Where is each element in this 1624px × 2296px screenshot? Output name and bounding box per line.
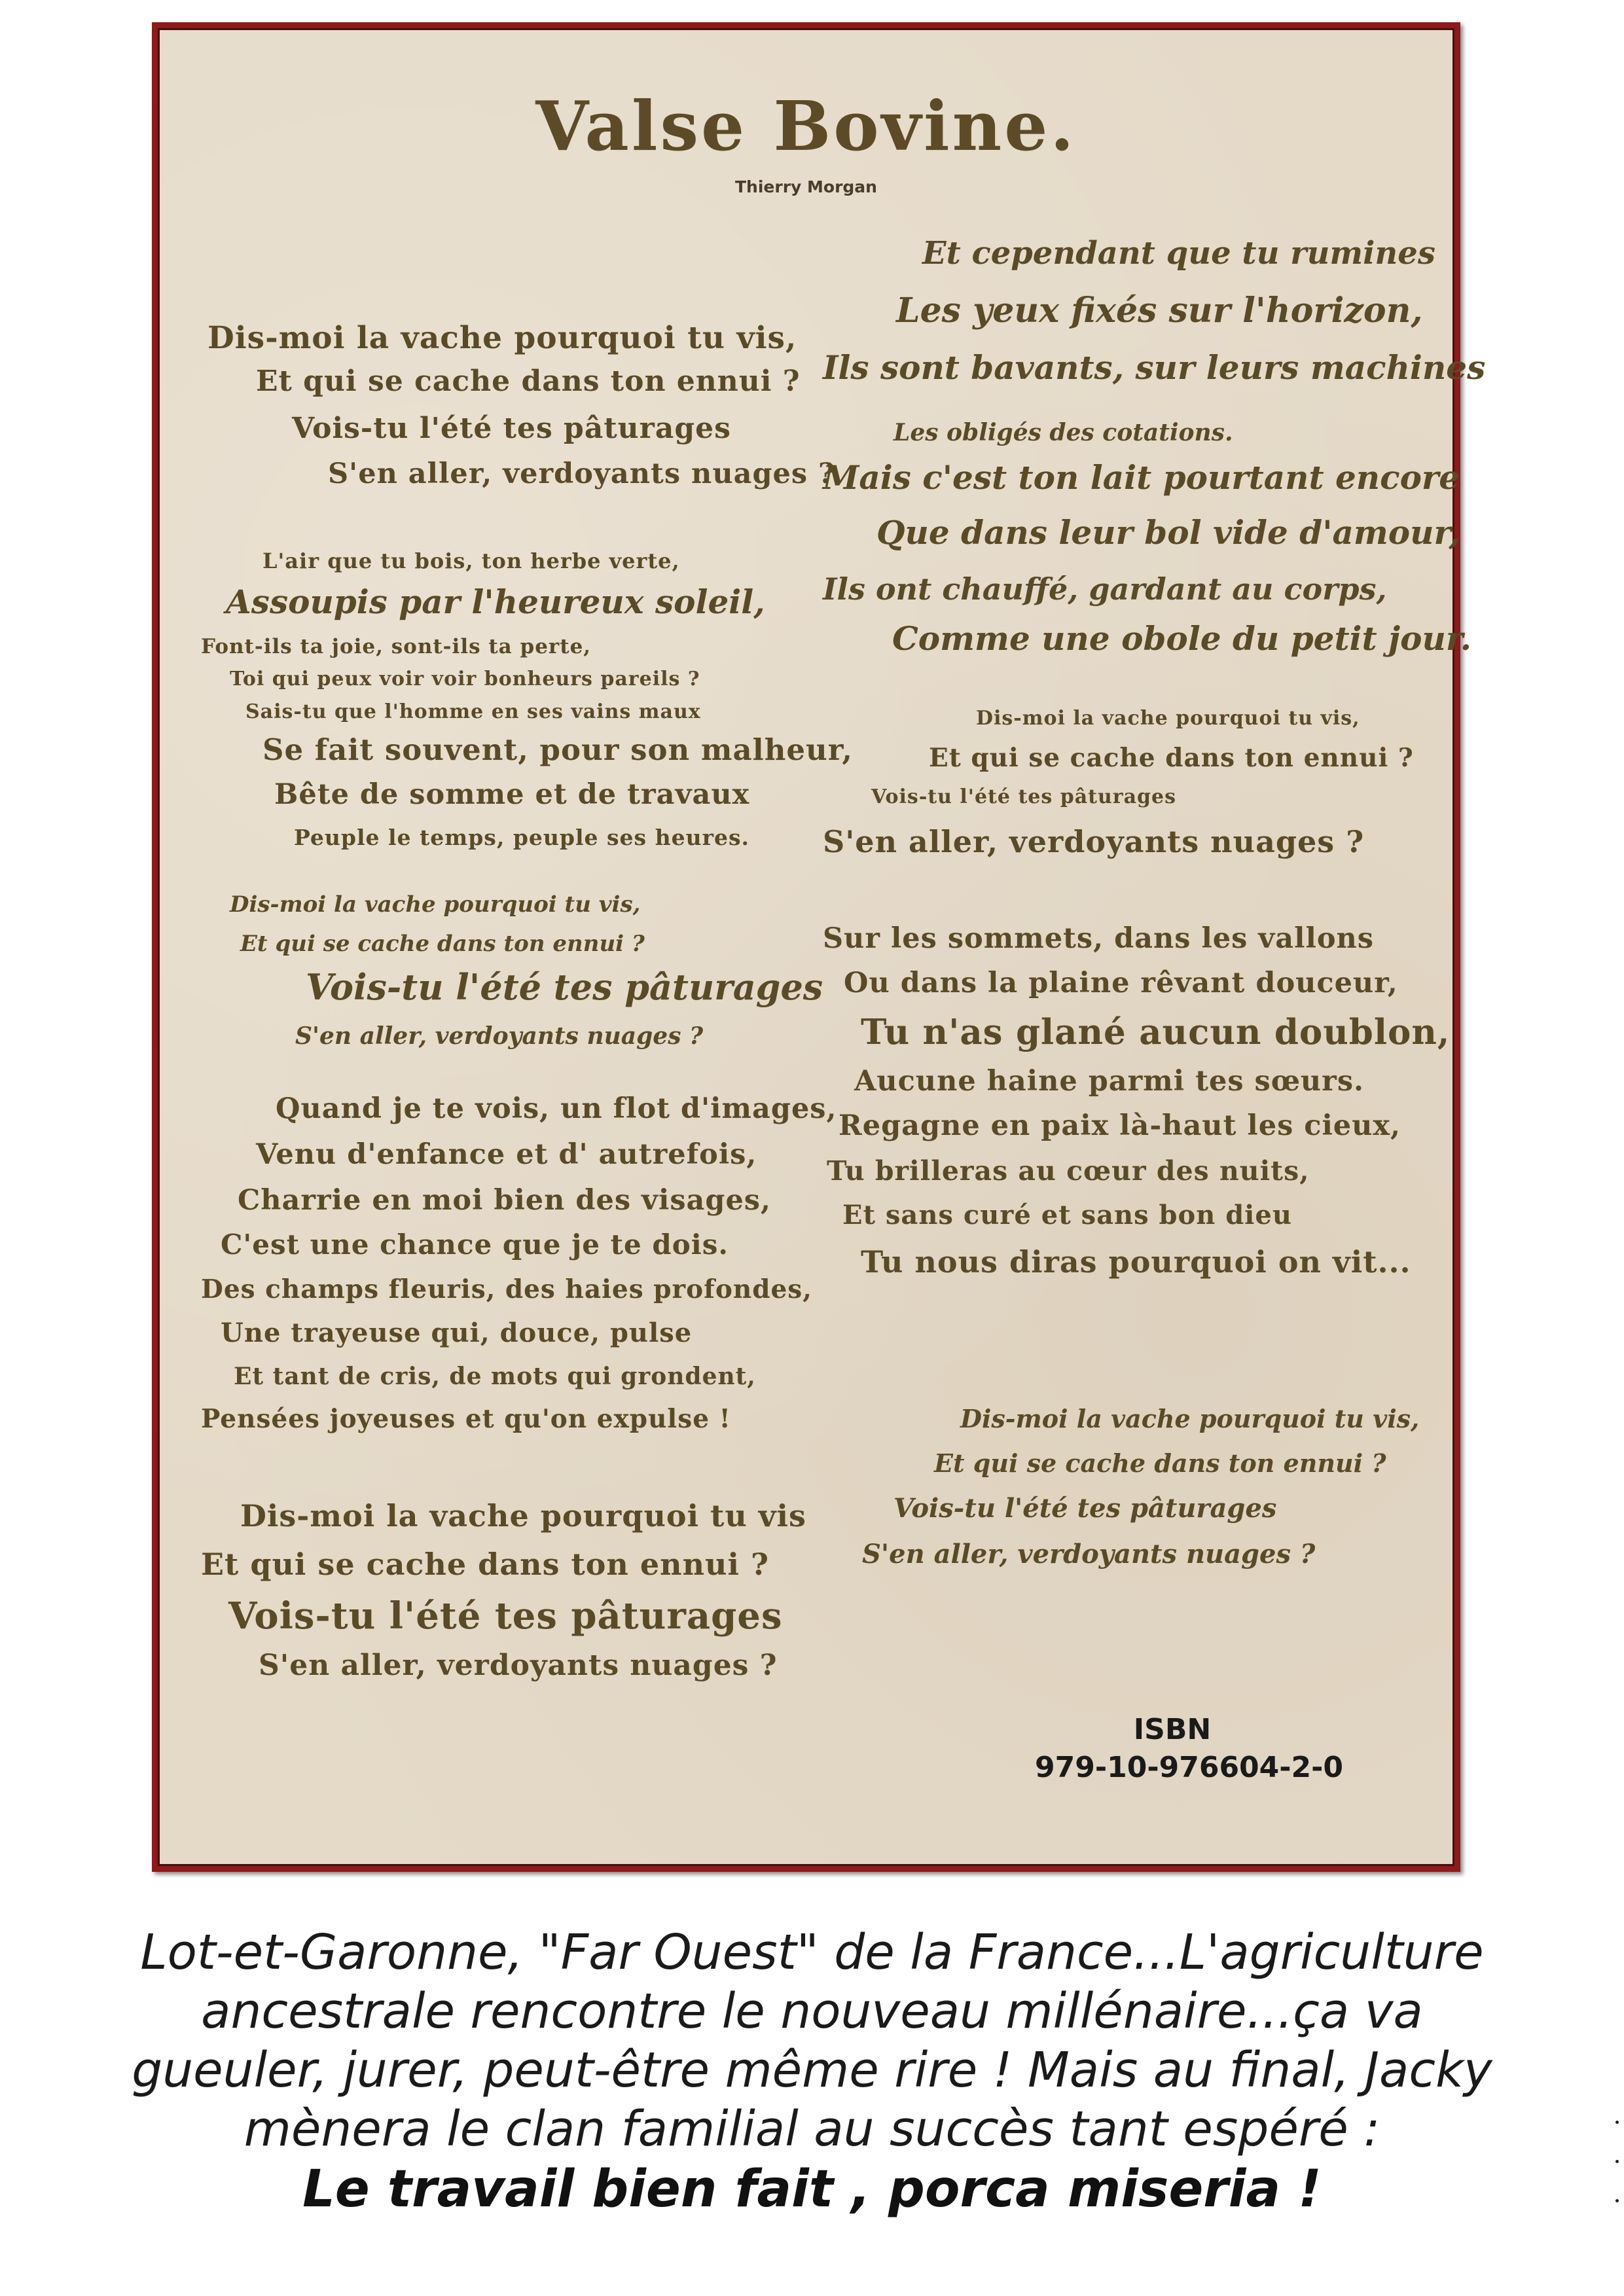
right-refrain1-line: S'en aller, verdoyants nuages ? <box>823 824 1365 859</box>
left-stanza1-line: S'en aller, verdoyants nuages ? <box>328 457 836 490</box>
edge-mark <box>1615 2199 1619 2202</box>
right-refrain2-line: Et qui se cache dans ton ennui ? <box>934 1448 1386 1478</box>
poem-poster <box>152 22 1486 1872</box>
left-stanza2-line: Bête de somme et de travaux <box>274 778 750 811</box>
right-stanza2-line: Aucune haine parmi tes sœurs. <box>854 1065 1365 1098</box>
caption-emphasis: Le travail bien fait , porca miseria ! <box>302 2160 1322 2219</box>
right-refrain1-line: Dis-moi la vache pourquoi tu vis, <box>976 707 1360 730</box>
left-stanza1-line: Dis-moi la vache pourquoi tu vis, <box>208 320 797 356</box>
left-stanza3-line: Et tant de cris, de mots qui grondent, <box>234 1363 756 1390</box>
right-refrain2-line: S'en aller, verdoyants nuages ? <box>862 1539 1316 1570</box>
right-refrain1-line: Vois-tu l'été tes pâturages <box>871 785 1176 808</box>
isbn-number: 979-10-976604-2-0 <box>1035 1751 1344 1784</box>
caption-line: ancestrale rencontre le nouveau millénaire...ça va <box>201 1983 1423 2039</box>
left-refrain3-line: Et qui se cache dans ton ennui ? <box>201 1547 769 1582</box>
right-stanza2-line: Tu brilleras au cœur des nuits, <box>827 1155 1310 1187</box>
left-refrain2-line: S'en aller, verdoyants nuages ? <box>295 1022 704 1050</box>
left-stanza2-line: Sais-tu que l'homme en ses vains maux <box>245 700 701 723</box>
right-stanza2-line: Regagne en paix là-haut les cieux, <box>839 1109 1401 1142</box>
left-refrain2-line: Dis-moi la vache pourquoi tu vis, <box>230 891 641 918</box>
right-stanza2-line: Et sans curé et sans bon dieu <box>842 1200 1292 1230</box>
left-refrain3-line: Vois-tu l'été tes pâturages <box>228 1594 783 1638</box>
right-stanza1-line: Comme une obole du petit jour. <box>892 619 1472 658</box>
left-stanza3-line: Une trayeuse qui, douce, pulse <box>221 1318 693 1348</box>
left-refrain3-line: S'en aller, verdoyants nuages ? <box>259 1649 778 1682</box>
left-stanza3-line: Venu d'enfance et d' autrefois, <box>256 1138 757 1171</box>
right-stanza1-line: Ils sont bavants, sur leurs machines <box>823 348 1486 387</box>
right-stanza2-line: Tu nous diras pourquoi on vit... <box>861 1244 1411 1280</box>
right-stanza1-line: Les yeux fixés sur l'horizon, <box>896 291 1423 331</box>
right-refrain2-line: Vois-tu l'été tes pâturages <box>893 1493 1277 1524</box>
edge-mark <box>1615 2160 1619 2163</box>
right-stanza1-line: Et cependant que tu rumines <box>922 235 1435 272</box>
left-stanza3-line: Pensées joyeuses et qu'on expulse ! <box>201 1404 731 1434</box>
caption-line: Lot-et-Garonne, "Far Ouest" de la France...L'agriculture <box>140 1924 1484 1981</box>
caption-line: mènera le clan familial au succès tant espéré : <box>244 2101 1380 2157</box>
left-stanza2-line: Peuple le temps, peuple ses heures. <box>294 825 750 850</box>
left-stanza3-line: C'est une chance que je te dois. <box>221 1229 729 1261</box>
left-stanza3-line: Quand je te vois, un flot d'images, <box>276 1092 837 1125</box>
left-stanza3-line: Des champs fleuris, des haies profondes, <box>201 1274 812 1304</box>
left-refrain2-line: Et qui se cache dans ton ennui ? <box>240 931 645 957</box>
poem-title: Valse Bovine. <box>535 86 1077 166</box>
right-stanza1-line: Mais c'est ton lait pourtant encore <box>823 458 1460 497</box>
left-stanza3-line: Charrie en moi bien des visages, <box>238 1184 771 1217</box>
right-stanza2-line: Sur les sommets, dans les vallons <box>823 922 1374 955</box>
left-stanza1-line: Vois-tu l'été tes pâturages <box>292 412 731 445</box>
left-stanza2-line: Font-ils ta joie, sont-ils ta perte, <box>201 635 592 658</box>
right-stanza1-line: Que dans leur bol vide d'amour, <box>876 513 1460 552</box>
left-stanza2-line: Se fait souvent, pour son malheur, <box>262 732 853 767</box>
left-stanza2-line: Assoupis par l'heureux soleil, <box>226 583 765 621</box>
left-stanza2-line: L'air que tu bois, ton herbe verte, <box>262 548 680 573</box>
right-refrain2-line: Dis-moi la vache pourquoi tu vis, <box>960 1404 1420 1433</box>
caption-line: gueuler, jurer, peut-être même rire ! Mais au final, Jacky <box>132 2042 1492 2098</box>
right-stanza2-line: Tu n'as glané aucun doublon, <box>861 1012 1451 1052</box>
right-stanza1-line: Les obligés des cotations. <box>893 419 1233 446</box>
left-refrain3-line: Dis-moi la vache pourquoi tu vis <box>240 1498 806 1534</box>
edge-mark <box>1615 2121 1619 2124</box>
left-stanza2-line: Toi qui peux voir voir bonheurs pareils ? <box>230 668 700 691</box>
isbn-label: ISBN <box>1133 1713 1212 1746</box>
left-refrain2-line: Vois-tu l'été tes pâturages <box>306 966 823 1008</box>
right-stanza1-line: Ils ont chauffé, gardant au corps, <box>823 571 1387 607</box>
left-stanza1-line: Et qui se cache dans ton ennui ? <box>256 365 801 398</box>
right-stanza2-line: Ou dans la plaine rêvant douceur, <box>844 967 1398 999</box>
right-refrain1-line: Et qui se cache dans ton ennui ? <box>929 743 1414 773</box>
poem-author: Thierry Morgan <box>735 177 877 196</box>
